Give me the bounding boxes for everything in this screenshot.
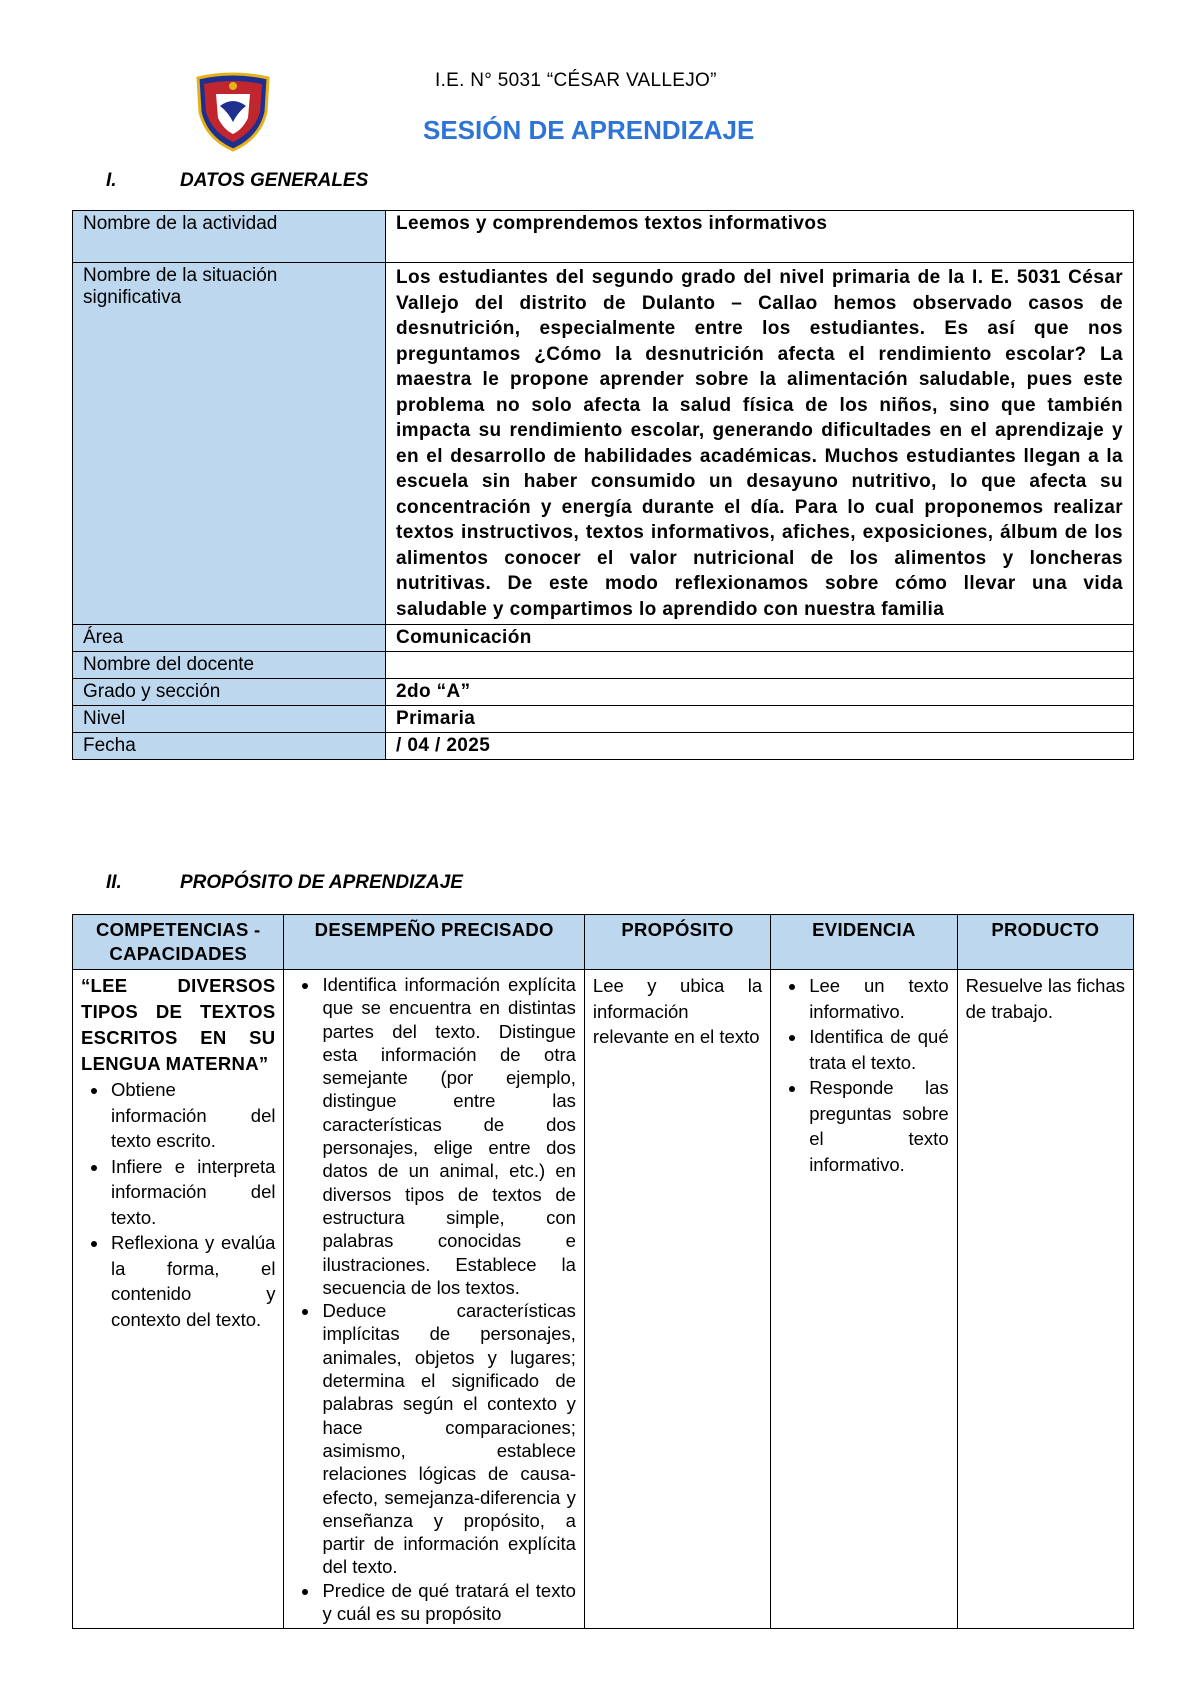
header-competencias: COMPETENCIAS - CAPACIDADES [73, 915, 284, 970]
table-row [73, 211, 1134, 263]
section-heading-proposito [70, 872, 463, 894]
list-item: • Deduce características implícitas de personajes, animales, objetos y lugares; determina el significado de palabras según el contexto y hace comparaciones; asimismo, establece relaciones lógicas de causa-efecto, semejanza-diferencia y enseñanza y propósito, a partir de información explícita del texto. [320, 1299, 575, 1579]
capacidades-list [81, 1077, 275, 1332]
section-number: II. [106, 872, 122, 893]
row-label: Nombre de la situación significativa [73, 263, 386, 625]
table-row [73, 970, 1134, 1629]
list-item: • Predice de qué tratará el texto y cuál es su propósito [320, 1579, 575, 1626]
row-value: Leemos y comprendemos textos informativos [386, 211, 1134, 263]
section-title: PROPÓSITO DE APRENDIZAJE [180, 872, 463, 893]
list-item: • Responde las preguntas sobre el texto informativo. [807, 1075, 948, 1177]
section-number: I. [106, 170, 117, 191]
table-row [73, 679, 1134, 706]
school-crest-icon [190, 72, 276, 152]
list-item: • Obtiene información del texto escrito. [109, 1077, 275, 1154]
row-label: Nombre de la actividad [73, 211, 386, 263]
row-value: Los estudiantes del segundo grado del nivel primaria de la I. E. 5031 César Vallejo del distrito de Dulanto – Callao hemos observado casos de desnutrición, especialmente entre los estudiantes. Es así que nos preguntamos ¿Cómo la desnutrición afecta el rendimiento escolar? La maestra le propone aprender sobre la alimentación saludable, pues este problema no solo afecta la salud física de los niños, sino que también impacta su rendimiento escolar, generando dificultades en el aprendizaje y en el desarrollo de habilidades académicas. Muchos estudiantes llegan a la escuela sin haber consumido un desayuno nutritivo, lo que afecta su concentración y energía durante el día. Para lo cual proponemos realizar textos instructivos, textos informativos, afiches, exposiciones, álbum de los alimentos conocer el valor nutricional de los alimentos y loncheras nutritivas. De este modo reflexionamos sobre cómo llevar una vida saludable y compartimos lo aprendido con nuestra familia [386, 263, 1134, 625]
session-title: SESIÓN DE APRENDIZAJE [423, 115, 755, 145]
header-evidencia: EVIDENCIA [771, 915, 957, 970]
row-label: Nivel [73, 706, 386, 733]
table-row [73, 625, 1134, 652]
table-row [73, 706, 1134, 733]
row-label: Área [73, 625, 386, 652]
table-row [73, 263, 1134, 625]
section-title: DATOS GENERALES [180, 170, 369, 191]
desempenos-list [292, 973, 575, 1625]
row-value: Comunicación [386, 625, 1134, 652]
header-producto: PRODUCTO [957, 915, 1133, 970]
general-data-table [72, 210, 1134, 760]
proposito-cell: Lee y ubica la información relevante en el texto [584, 970, 770, 1629]
table-row [73, 733, 1134, 760]
section-heading-datos-generales [70, 170, 368, 192]
list-item: • Lee un texto informativo. [807, 973, 948, 1024]
competencia-title: “LEE DIVERSOS TIPOS DE TEXTOS ESCRITOS EN SU LENGUA MATERNA” [81, 975, 276, 1074]
list-item: • Identifica de qué trata el texto. [807, 1024, 948, 1075]
header-desempeno: DESEMPEÑO PRECISADO [284, 915, 584, 970]
table-row [73, 652, 1134, 679]
list-item: • Identifica información explícita que se encuentra en distintas partes del texto. Distingue esta información de otra semejante (por ejemplo, distingue entre las características de dos personajes, elige entre dos datos de un animal, etc.) en diversos tipos de textos de estructura simple, con palabras conocidas e ilustraciones. Establece la secuencia de los textos. [320, 973, 575, 1299]
table-header-row [73, 915, 1134, 970]
competencia-cell [73, 970, 284, 1629]
purpose-table [72, 914, 1134, 1629]
row-value: 2do “A” [386, 679, 1134, 706]
list-item: • Infiere e interpreta información del texto. [109, 1154, 275, 1231]
school-name: I.E. N° 5031 “CÉSAR VALLEJO” [435, 70, 717, 91]
list-item: • Reflexiona y evalúa la forma, el contenido y contexto del texto. [109, 1230, 275, 1332]
row-label: Grado y sección [73, 679, 386, 706]
evidencia-cell [771, 970, 957, 1629]
row-value: / 04 / 2025 [386, 733, 1134, 760]
evidencias-list [779, 973, 948, 1177]
row-value: Primaria [386, 706, 1134, 733]
desempeno-cell [284, 970, 584, 1629]
producto-cell: Resuelve las fichas de trabajo. [957, 970, 1133, 1629]
row-value [386, 652, 1134, 679]
row-label: Fecha [73, 733, 386, 760]
row-label: Nombre del docente [73, 652, 386, 679]
header-proposito: PROPÓSITO [584, 915, 770, 970]
